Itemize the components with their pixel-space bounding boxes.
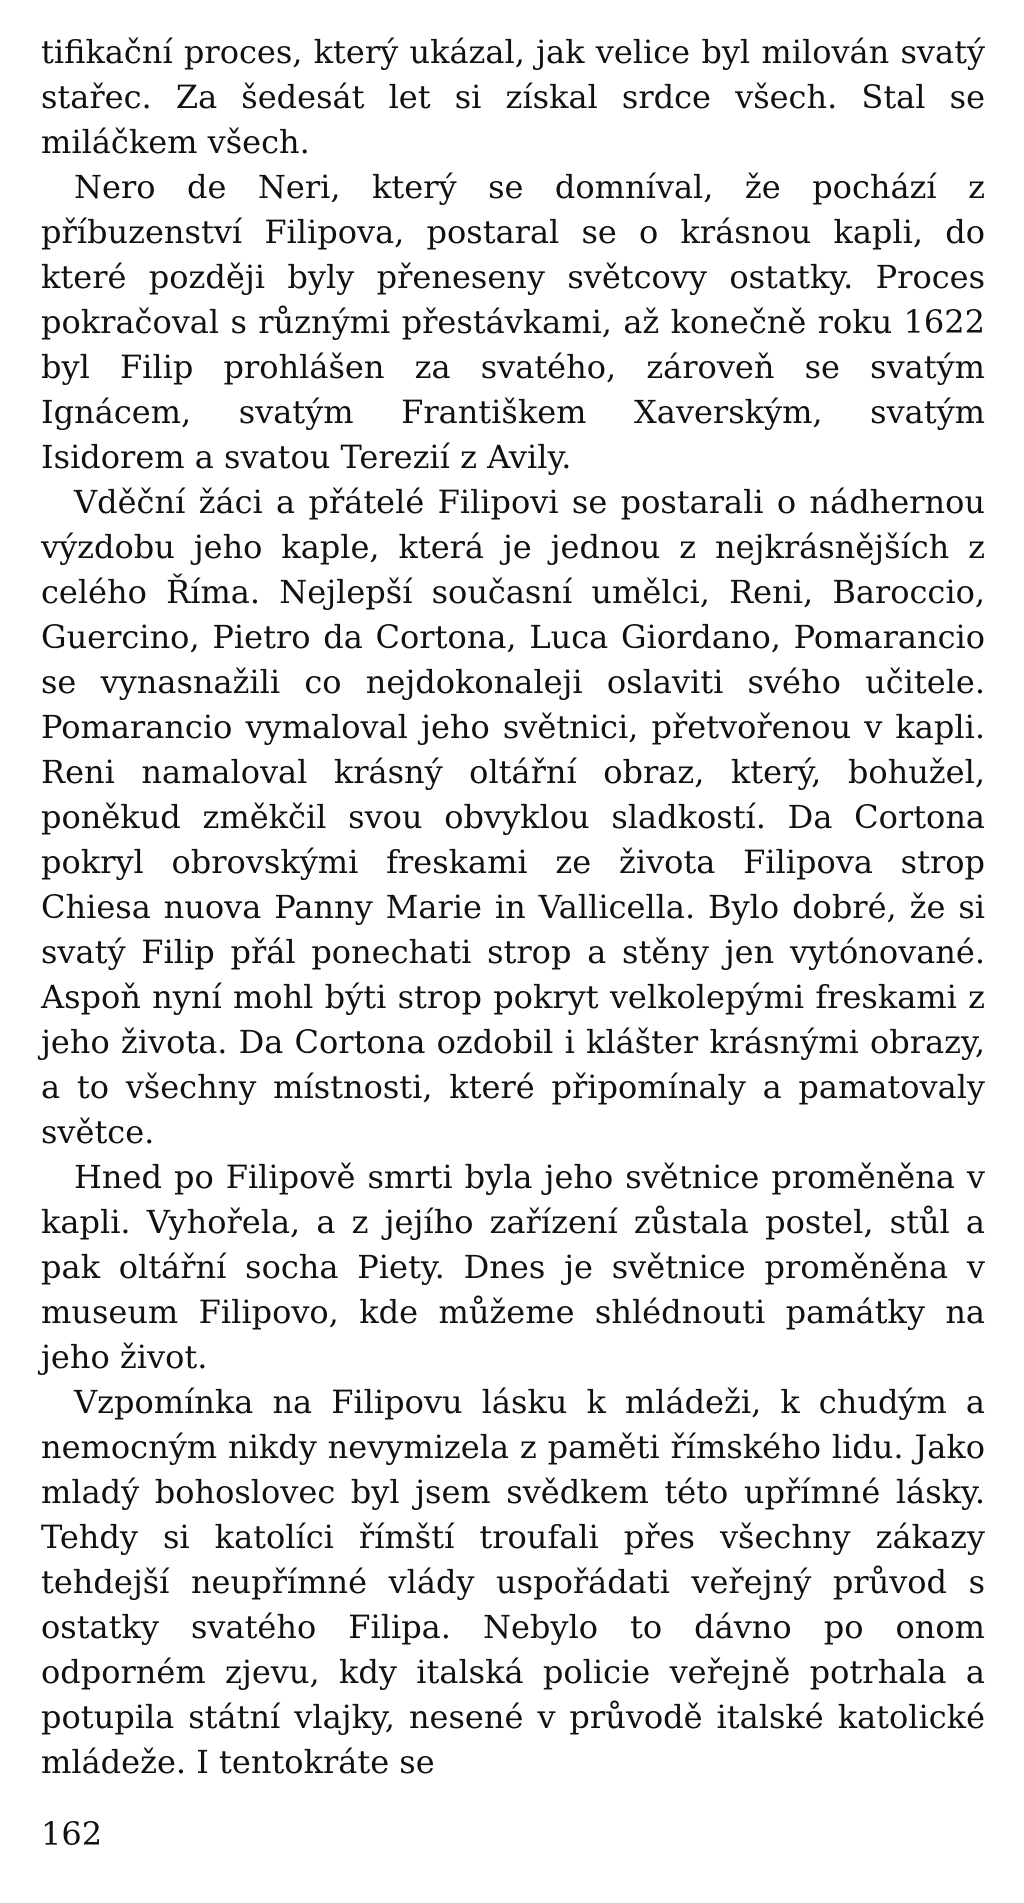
paragraph-4: Hned po Filipově smrti byla jeho světnice proměněna v kapli. Vyhořela, a z jejího zařízení zůstala postel, stůl a pak oltářní socha Piety. Dnes je světnice proměněna v museum Filipovo, kde můžeme shlédnouti památky na jeho život.: [41, 1158, 985, 1376]
page-body: [41, 30, 985, 1785]
page-number: 162: [41, 1815, 103, 1853]
paragraph-1: tifikační proces, který ukázal, jak velice byl milován svatý stařec. Za šedesát let si získal srdce všech. Stal se miláčkem všech.: [41, 33, 985, 161]
paragraph-3: Vděční žáci a přátelé Filipovi se postarali o nádhernou výzdobu jeho kaple, která je jednou z nejkrásnějších z celého Říma. Nejlepší současní umělci, Reni, Baroccio, Guercino, Pietro da Cortona, Luca Giordano, Pomarancio se vynasnažili co nejdokonaleji oslaviti svého učitele. Pomarancio vymaloval jeho světnici, přetvořenou v kapli. Reni namaloval krásný oltářní obraz, který, bohužel, poněkud změkčil svou obvyklou sladkostí. Da Cortona pokryl obrovskými freskami ze života Filipova strop Chiesa nuova Panny Marie in Vallicella. Bylo dobré, že si svatý Filip přál ponechati strop a stěny jen vytónované. Aspoň nyní mohl býti strop pokryt velkolepými freskami z jeho života. Da Cortona ozdobil i klášter krásnými obrazy, a to všechny místnosti, které připomínaly a pamatovaly světce.: [41, 483, 985, 1151]
paragraph-2: Nero de Neri, který se domníval, že pochází z příbuzenství Filipova, postaral se o krásnou kapli, do které později byly přeneseny světcovy ostatky. Proces pokračoval s různými přestávkami, až konečně roku 1622 byl Filip prohlášen za svatého, zároveň se svatým Ignácem, svatým Františkem Xaverským, svatým Isidorem a svatou Terezií z Avily.: [41, 168, 985, 476]
paragraph-5: Vzpomínka na Filipovu lásku k mládeži, k chudým a nemocným nikdy nevymizela z paměti římského lidu. Jako mladý bohoslovec byl jsem svědkem této upřímné lásky. Tehdy si katolíci římští troufali přes všechny zákazy tehdejší neupřímné vlády uspořádati veřejný průvod s ostatky svatého Filipa. Nebylo to dávno po onom odporném zjevu, kdy italská policie veřejně potrhala a potupila státní vlajky, nesené v průvodě italské katolické mládeže. I tentokráte se: [41, 1383, 985, 1781]
